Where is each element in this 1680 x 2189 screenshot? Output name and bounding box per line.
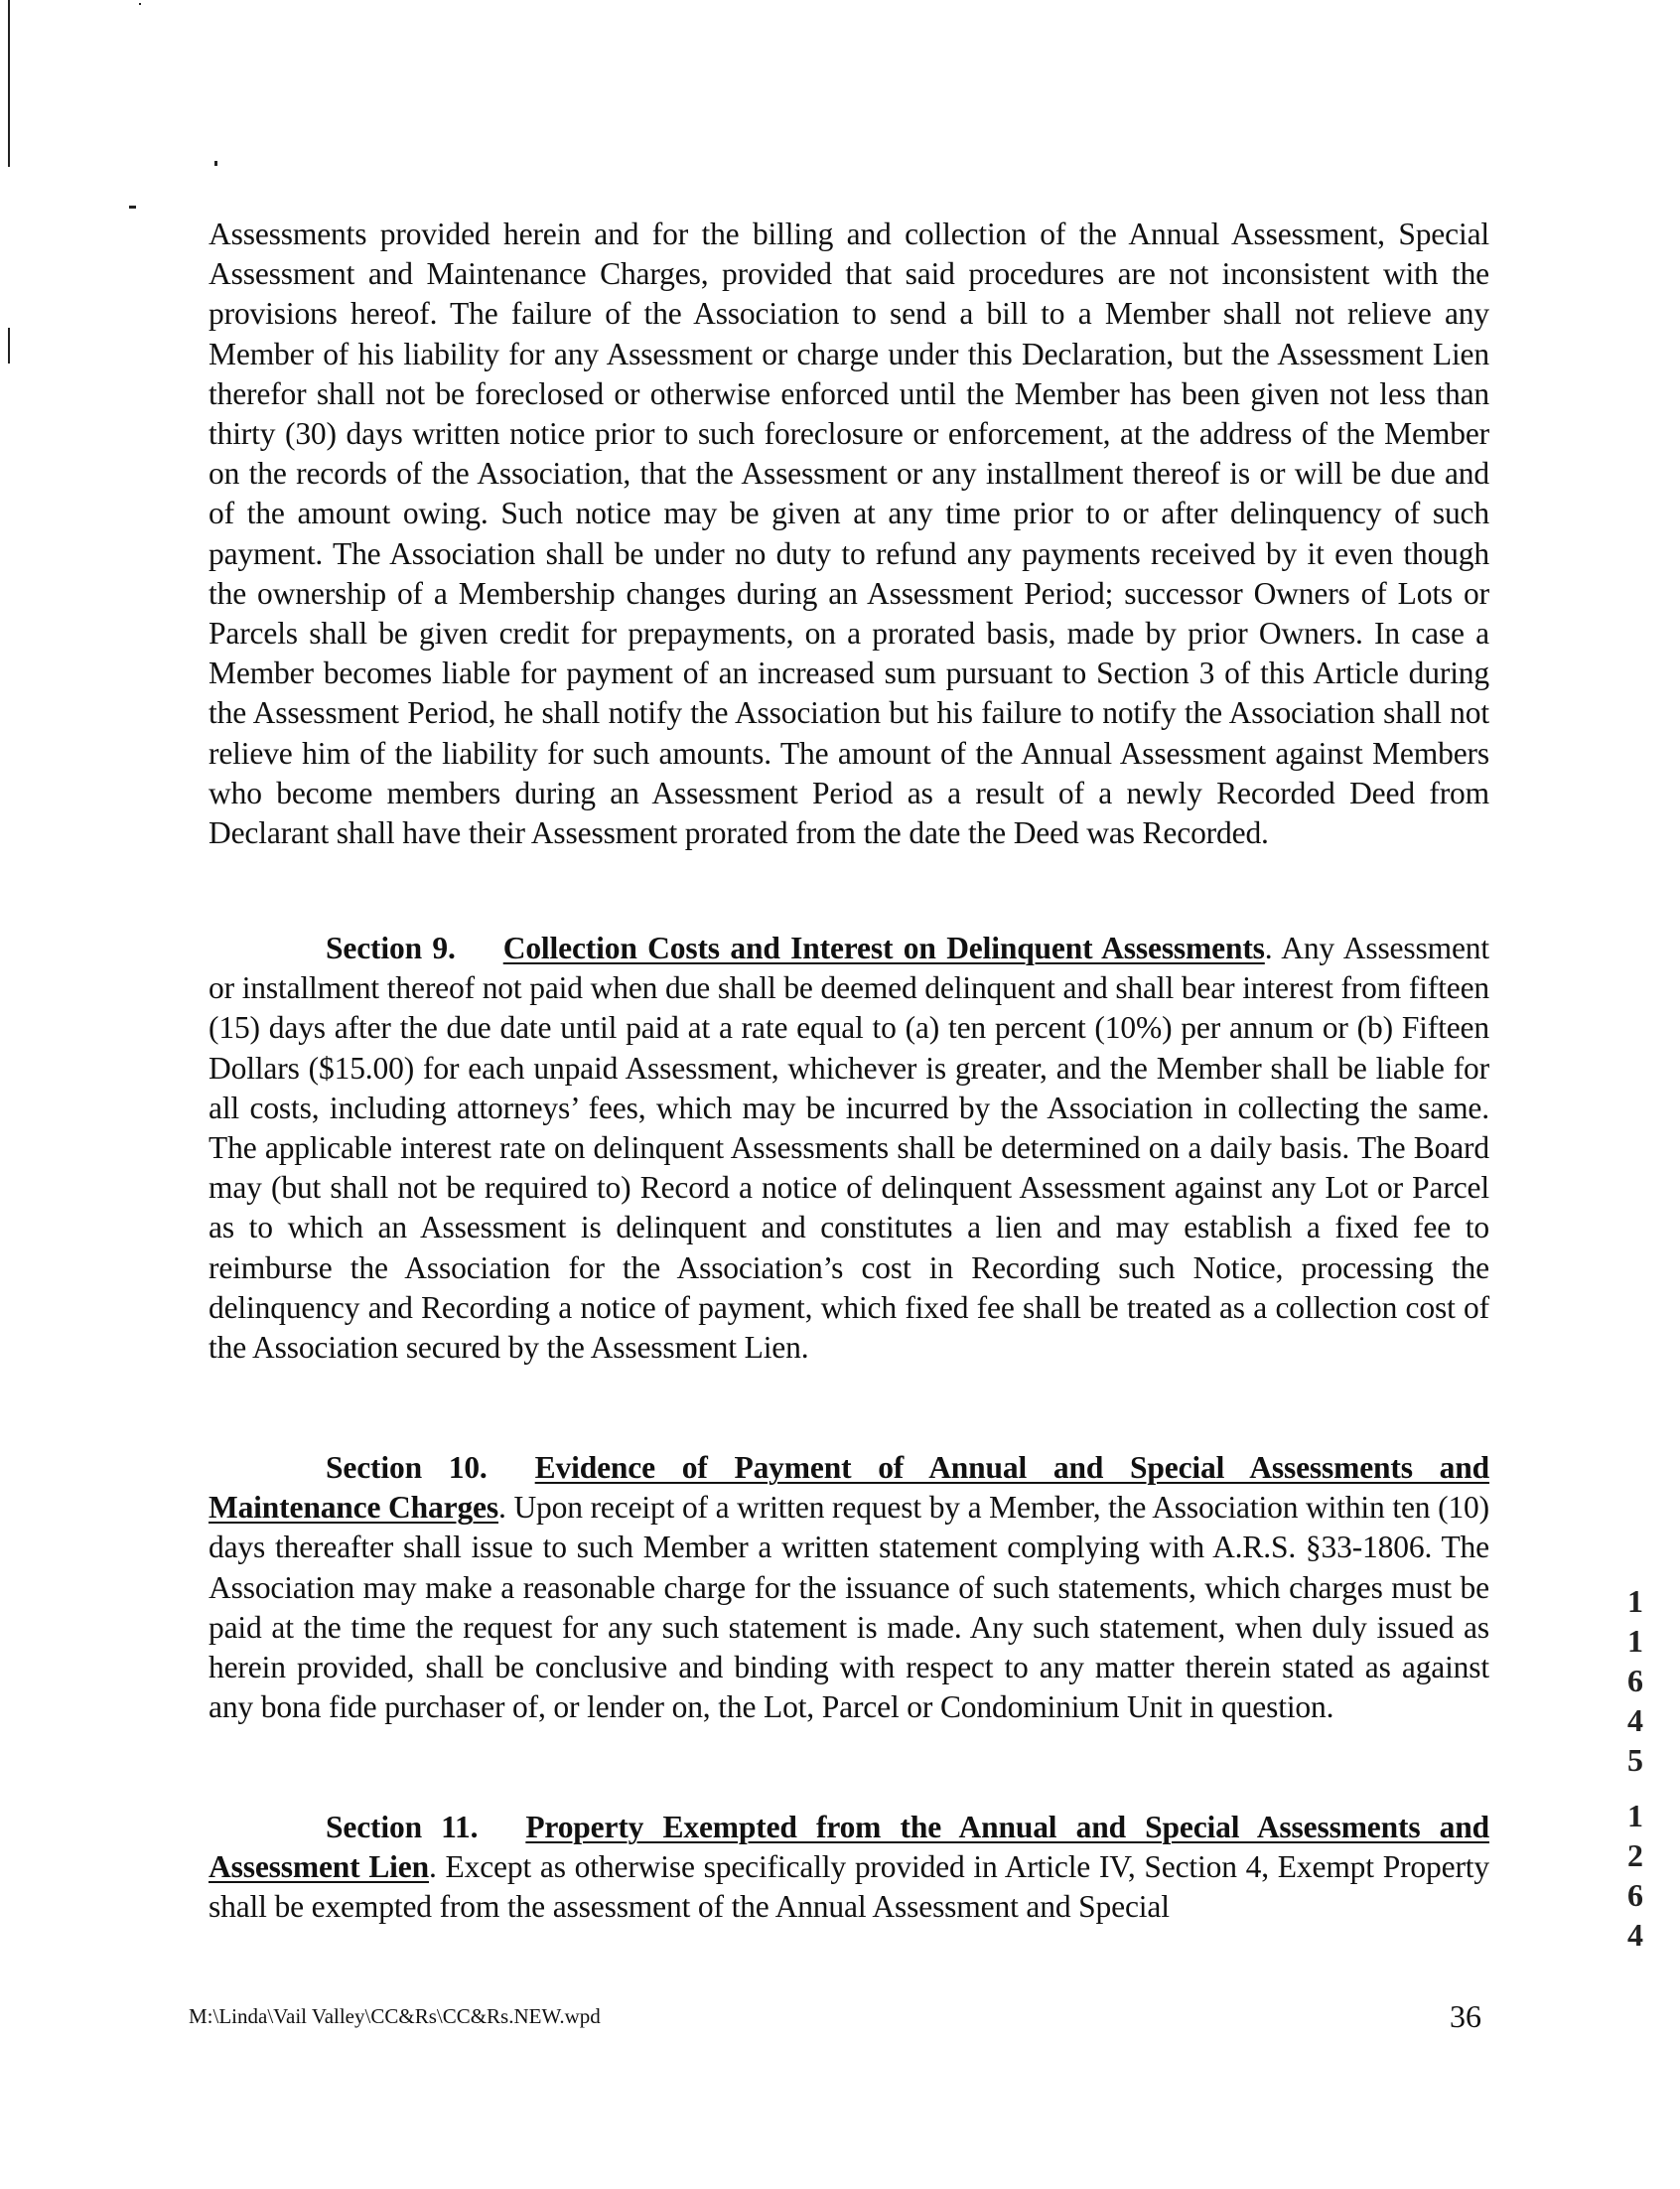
scan-edge-mark: [8, 328, 10, 364]
stamp-digit: 1: [1627, 1583, 1643, 1619]
stamp-digit: 6: [1627, 1877, 1643, 1913]
section-title: Collection Costs and Interest on Delinquent Assessments: [502, 931, 1265, 965]
section-number: Section 9.: [326, 931, 456, 965]
scan-speck: [139, 3, 141, 5]
section-title: Property Exempted from the Annual and Special Assessments and Assessment Lien: [209, 1810, 1489, 1885]
footer-file-path: M:\Linda\Vail Valley\CC&Rs\CC&Rs.NEW.wpd: [189, 2004, 601, 2028]
stamp-digit: 4: [1627, 1702, 1643, 1738]
section-body: . Any Assessment or installment thereof not paid when due shall be deemed delinquent and shall bear interest from fifteen (15) days after the due date until paid at a rate equal to (a) ten percent (10%) per annum or (b) Fifteen Dollars ($15.00) for each unpaid Assessment, whichever is greater, and the Member shall be liable for all costs, including attorneys’ fees, which may be incurred by the Association in collecting the same. The applicable interest rate on delinquent Assessments shall be determined on a daily basis. The Board may (but shall not be required to) Record a notice of delinquent Assessment against any Lot or Parcel as to which an Assessment is delinquent and constitutes a lien and may establish a fixed fee to reimburse the Association for the Association’s cost in Recording such Notice, processing the delinquency and Recording a notice of payment, which fixed fee shall be treated as a collection cost of the Association secured by the Assessment Lien.: [209, 931, 1489, 1366]
section-10: [209, 1448, 1489, 1727]
scan-edge-mark: [8, 0, 10, 167]
stamp-digit: 2: [1627, 1837, 1643, 1873]
stamp-digit: 1: [1627, 1623, 1643, 1659]
margin-stamp-lower: [1620, 1796, 1650, 1955]
section-number: Section 10.: [326, 1450, 488, 1485]
stamp-digit: 5: [1627, 1742, 1643, 1778]
section-number: Section 11.: [326, 1810, 479, 1844]
margin-stamp-upper: [1620, 1581, 1650, 1780]
paragraph-continuation: [209, 215, 1489, 853]
stamp-digit: 4: [1627, 1917, 1643, 1953]
section-body: . Upon receipt of a written request by a Member, the Association within ten (10) days thereafter shall issue to such Member a written statement complying with A.R.S. §33-1806. The Association may make a reasonable charge for the issuance of such statements, which charges must be paid at the time the request for any such statement is made. Any such statement, when duly issued as herein provided, shall be conclusive and binding with respect to any matter therein stated as against any bona fide purchaser of, or lender on, the Lot, Parcel or Condominium Unit in question.: [209, 1490, 1489, 1725]
section-11: [209, 1808, 1489, 1928]
scan-speck: [214, 161, 217, 166]
section-title: Evidence of Payment of Annual and Special Assessments and Maintenance Charges: [209, 1450, 1490, 1526]
section-body: . Except as otherwise specifically provided in Article IV, Section 4, Exempt Property shall be exempted from the assessment of the Annual Assessment and Special: [209, 1849, 1489, 1925]
paragraph-text: Assessments provided herein and for the billing and collection of the Annual Assessment, Special Assessment and Maintenance Charges, provided that said procedures are not inconsistent with the provisions hereof. The failure of the Association to send a bill to a Member shall not relieve any Member of his liability for any Assessment or charge under this Declaration, but the Assessment Lien therefor shall not be foreclosed or otherwise enforced until the Member has been given not less than thirty (30) days written notice prior to such foreclosure or enforcement, at the address of the Member on the records of the Association, that the Assessment or any installment thereof is or will be due and of the amount owing. Such notice may be given at any time prior to or after delinquency of such payment. The Association shall be under no duty to refund any payments received by it even though the ownership of a Membership changes during an Assessment Period; successor Owners of Lots or Parcels shall be given credit for prepayments, on a prorated basis, made by prior Owners. In case a Member becomes liable for payment of an increased sum pursuant to Section 3 of this Article during the Assessment Period, he shall notify the Association but his failure to notify the Association shall not relieve him of the liability for such amounts. The amount of the Annual Assessment against Members who become members during an Assessment Period as a result of a newly Recorded Deed from Declarant shall have their Assessment prorated from the date the Deed was Recorded.: [209, 217, 1489, 851]
stamp-digit: 6: [1627, 1663, 1643, 1698]
section-9: [209, 929, 1489, 1368]
stamp-digit: 1: [1627, 1798, 1643, 1833]
scan-speck: [129, 206, 136, 209]
page-number: 36: [1450, 1998, 1481, 2034]
